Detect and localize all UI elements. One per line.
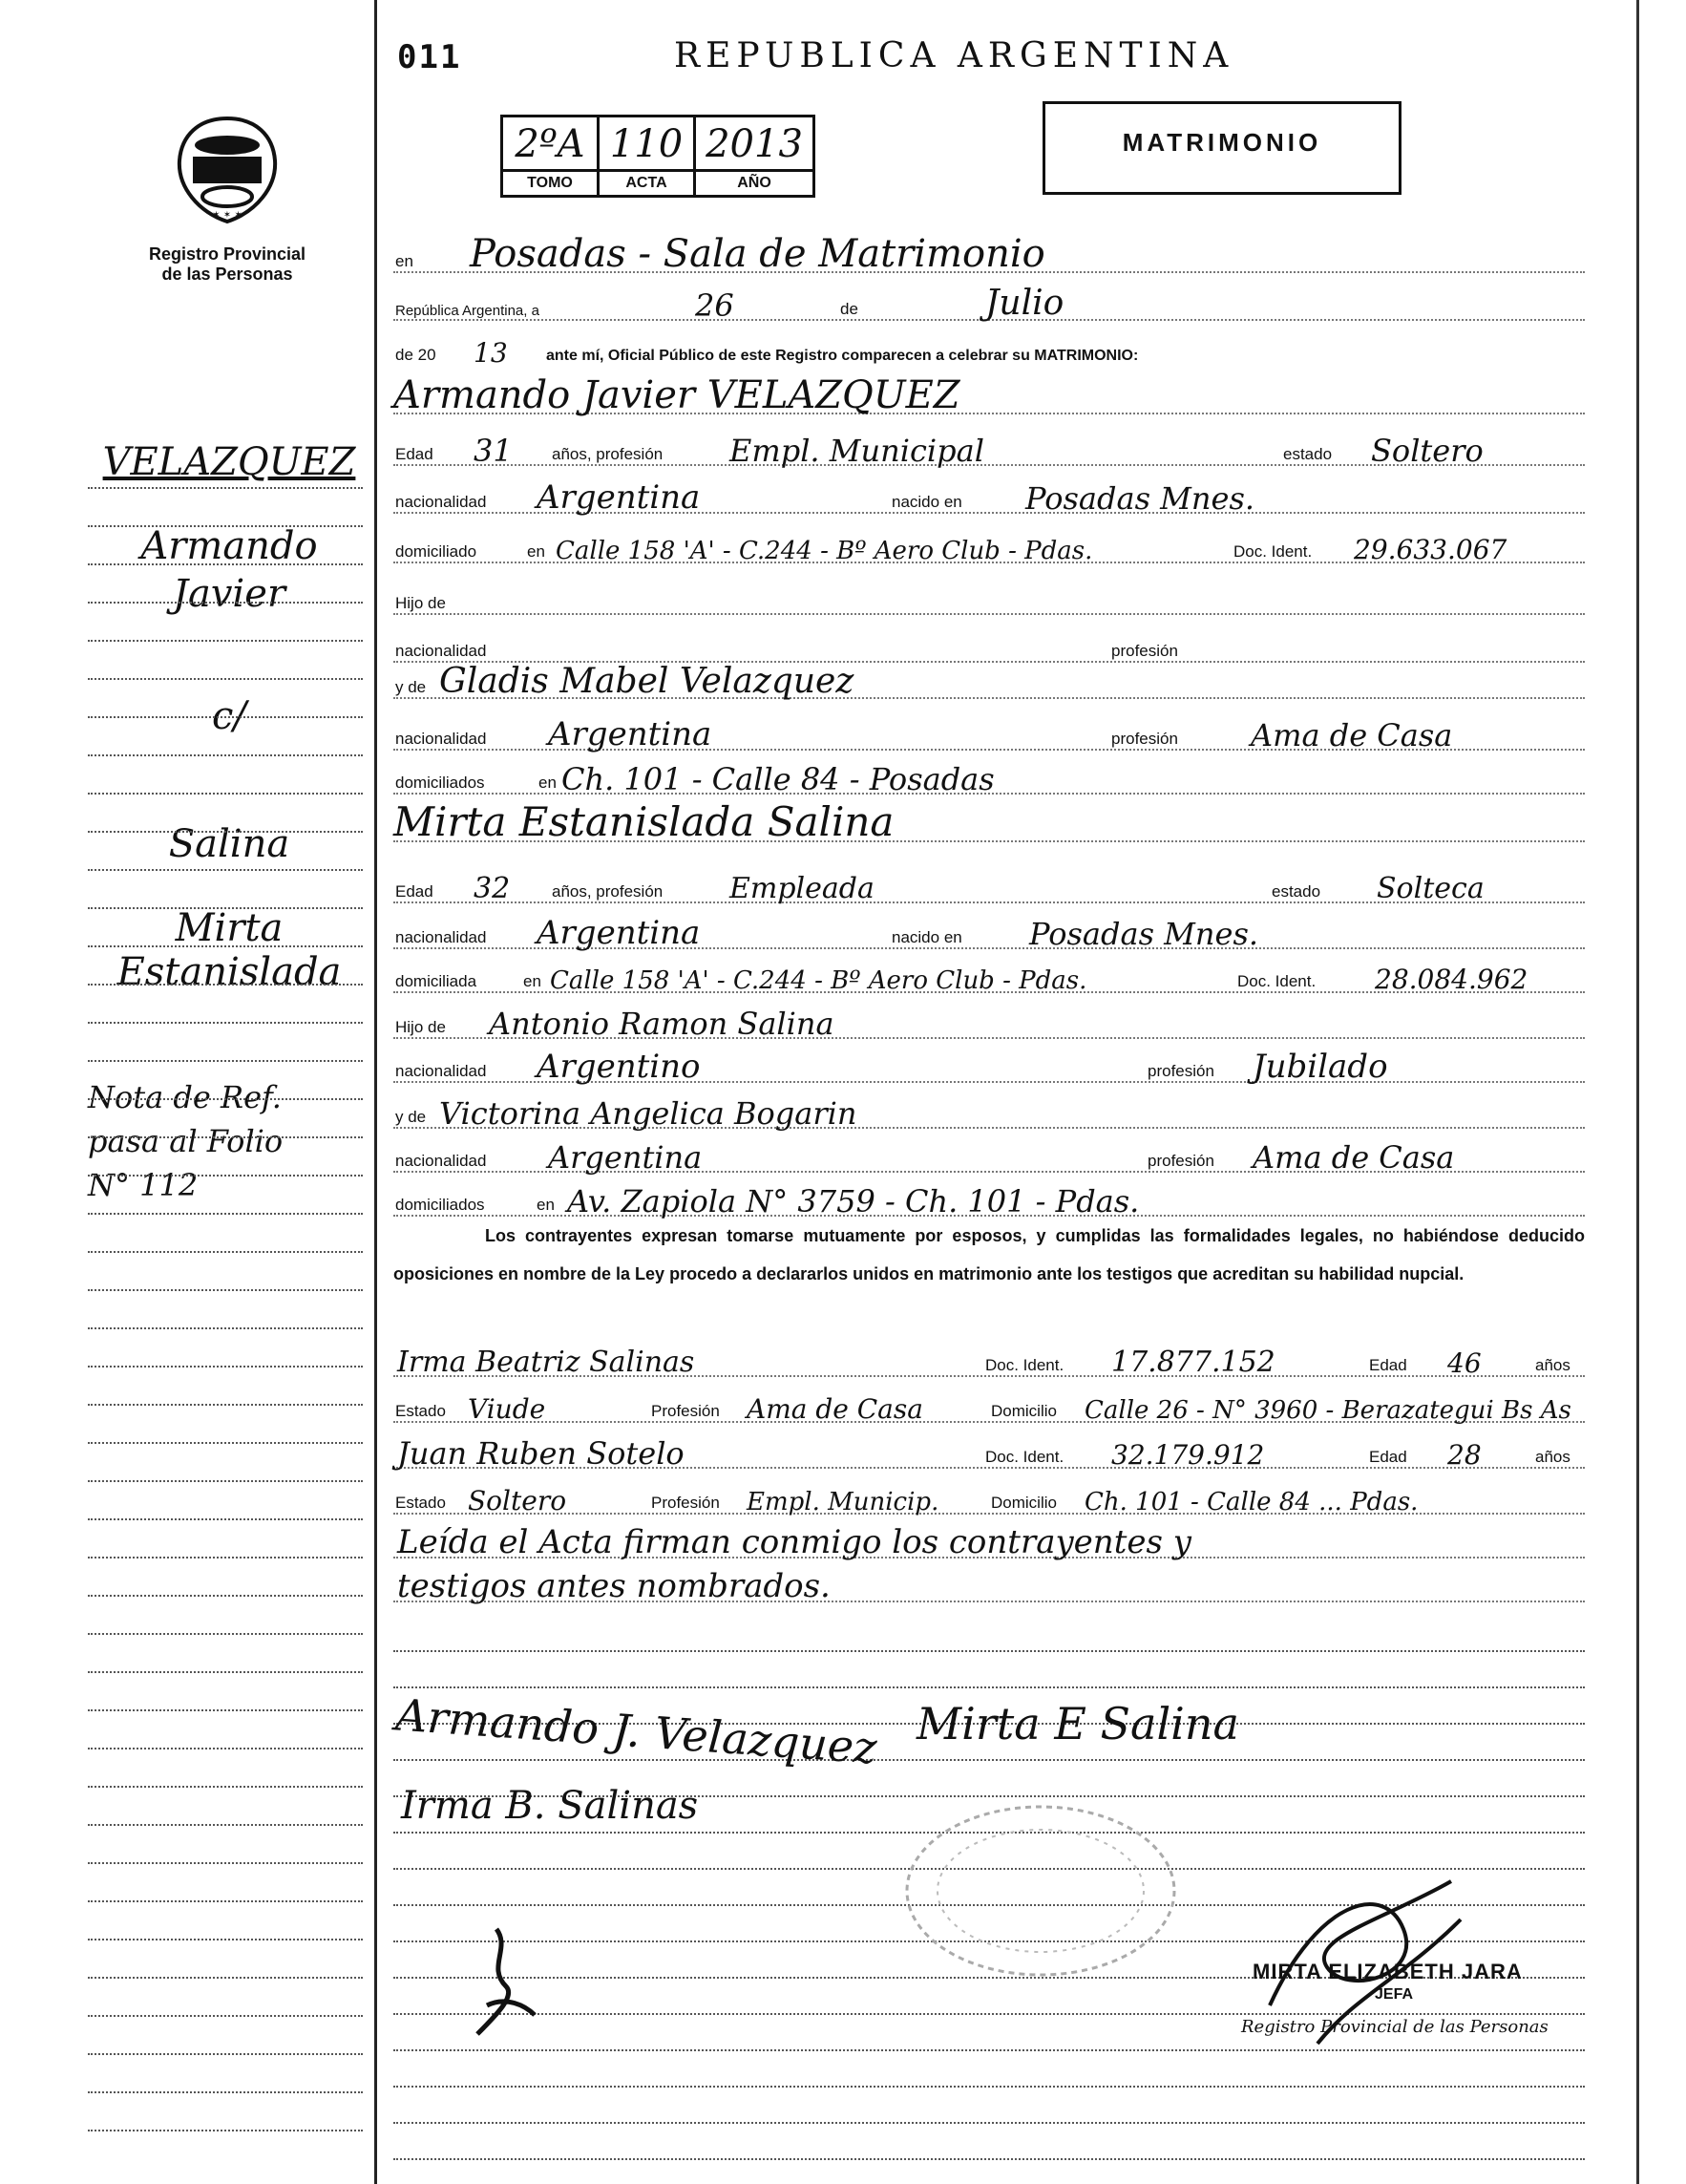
margin-rule — [88, 1939, 363, 1940]
record-reference-box — [500, 115, 815, 198]
body-rule — [393, 1759, 1585, 1761]
margin-rule — [88, 1404, 363, 1406]
margin-rule — [88, 945, 363, 947]
line-bride-father-nationality — [393, 1043, 1585, 1091]
note-text-1: Leída el Acta firman conmigo los contrayentes y — [397, 1523, 1191, 1561]
tomo-value: 2ºA — [503, 117, 597, 172]
acta-label: ACTA — [625, 175, 667, 191]
year-value: 13 — [474, 337, 508, 369]
label-hijo-de: Hijo de — [395, 594, 446, 612]
bride-nationality: Argentina — [537, 914, 701, 952]
line-groom-nationality — [393, 474, 1585, 521]
body-rule — [393, 1686, 1585, 1688]
place-value: Posadas - Sala de Matrimonio — [470, 232, 1045, 276]
bride-name: Mirta Estanislada Salina — [393, 798, 895, 845]
line-bride-nationality — [393, 909, 1585, 957]
witness2-age: 28 — [1447, 1439, 1482, 1471]
witness1-profession: Ama de Casa — [747, 1393, 923, 1425]
witness2-status: Soltero — [468, 1485, 567, 1516]
groom-born-in: Posadas Mnes. — [1025, 480, 1255, 517]
label-profesion-cap: Profesión — [651, 1402, 720, 1420]
line-bride-address — [393, 953, 1585, 1001]
margin-rule — [88, 1098, 363, 1100]
intro-text: ante mí, Oficial Público de este Registro comparecen a celebrar su MATRIMONIO: — [546, 348, 1139, 364]
line-witness2 — [393, 1429, 1585, 1476]
groom-parents-address: Ch. 101 - Calle 84 - Posadas — [561, 761, 995, 797]
label-anios-2: años — [1535, 1448, 1570, 1466]
margin-bride-given2: Estanislada — [116, 950, 342, 994]
witness1-name: Irma Beatriz Salinas — [397, 1346, 695, 1379]
witness2-profession: Empl. Municip. — [747, 1488, 939, 1516]
margin-rule — [88, 831, 363, 833]
label-estado-cap: Estado — [395, 1402, 446, 1420]
body-rule — [393, 2086, 1585, 2088]
line-bride-age — [393, 863, 1585, 911]
groom-doc: 29.633.067 — [1354, 534, 1507, 565]
margin-rule — [88, 678, 363, 680]
label-domiciliados: domiciliados — [395, 774, 485, 792]
margin-note-line1: Nota de Ref. — [88, 1079, 282, 1115]
bride-father-profession: Jubilado — [1253, 1048, 1388, 1086]
label-en-4: en — [523, 972, 541, 990]
groom-name: Armando Javier VELAZQUEZ — [393, 373, 960, 417]
line-note-1 — [393, 1518, 1585, 1566]
margin-rule — [88, 2091, 363, 2093]
margin-rule — [88, 754, 363, 756]
label-edad-2: Edad — [395, 882, 433, 901]
margin-rule — [88, 1213, 363, 1215]
label-estado-cap-2: Estado — [395, 1494, 446, 1512]
label-nacionalidad-6: nacionalidad — [395, 1152, 487, 1170]
label-de: de — [840, 300, 858, 318]
bride-born-in: Posadas Mnes. — [1029, 916, 1259, 952]
line-groom-age — [393, 426, 1585, 474]
label-profesion-cap-2: Profesión — [651, 1494, 720, 1512]
month-value: Julio — [985, 284, 1064, 323]
line-year — [393, 327, 1585, 374]
bride-mother: Victorina Angelica Bogarin — [439, 1095, 857, 1132]
witness1-age: 46 — [1447, 1347, 1482, 1379]
margin-rule — [88, 2130, 363, 2131]
witness1-status: Viude — [468, 1393, 546, 1425]
groom-address: Calle 158 'A' - C.244 - Bº Aero Club - Pdas. — [556, 537, 1093, 565]
label-doc-ident: Doc. Ident. — [1233, 542, 1313, 561]
margin-rule — [88, 1900, 363, 1902]
column-divider — [374, 0, 377, 2184]
bride-status: Solteca — [1377, 872, 1485, 905]
label-nacionalidad-3: nacionalidad — [395, 730, 487, 748]
label-domiciliado: domiciliado — [395, 542, 477, 561]
margin-rule — [88, 793, 363, 795]
label-domiciliada: domiciliada — [395, 972, 477, 990]
margin-groom-surname: VELAZQUEZ — [102, 440, 356, 484]
witness-signature: Irma B. Salinas — [401, 1784, 699, 1828]
line-bride-mother-nationality — [393, 1133, 1585, 1180]
bride-profession: Empleada — [729, 872, 875, 905]
margin-rule — [88, 1595, 363, 1597]
margin-rule — [88, 640, 363, 642]
bride-father: Antonio Ramon Salina — [489, 1006, 834, 1042]
groom-signature: Armando J. Velazquez — [393, 1688, 879, 1774]
margin-rule — [88, 1480, 363, 1482]
registry-name — [115, 244, 340, 285]
page-right-edge — [1636, 0, 1639, 2184]
margin-rule — [88, 525, 363, 527]
margin-rule — [88, 1366, 363, 1368]
svg-text:✶ ✶ ✶: ✶ ✶ ✶ — [212, 210, 242, 221]
anio-label: AÑO — [737, 175, 771, 191]
groom-age: 31 — [474, 433, 513, 469]
line-groom-name — [393, 374, 1585, 422]
line-witness1 — [393, 1337, 1585, 1385]
label-edad: Edad — [395, 445, 433, 463]
groom-mother-nationality: Argentina — [548, 715, 712, 753]
groom-profession: Empl. Municipal — [729, 433, 984, 469]
anio-value: 2013 — [696, 117, 812, 172]
note-text-2: testigos antes nombrados. — [397, 1567, 831, 1605]
provincial-seal-icon — [170, 113, 285, 227]
line-bride-mother — [393, 1089, 1585, 1136]
label-y-de: y de — [395, 678, 427, 696]
margin-groom-given1: Armando — [140, 524, 318, 568]
margin-rule — [88, 869, 363, 871]
label-profesion-3: profesión — [1148, 1062, 1214, 1080]
label-edad-4: Edad — [1369, 1448, 1407, 1466]
margin-bride-surname: Salina — [168, 822, 290, 866]
bride-age: 32 — [474, 872, 511, 905]
record-type-box: MATRIMONIO — [1043, 101, 1401, 195]
margin-bride-given1: Mirta — [175, 906, 284, 950]
folio-number: 011 — [397, 38, 462, 76]
margin-rule — [88, 1060, 363, 1062]
official-name: MIRTA ELIZABETH JARA — [1253, 1960, 1523, 1983]
label-nacionalidad-2: nacionalidad — [395, 642, 487, 660]
witness2-doc: 32.179.912 — [1111, 1439, 1265, 1471]
line-groom-mother-nationality — [393, 710, 1585, 758]
bride-parents-address: Av. Zapiola N° 3759 - Ch. 101 - Pdas. — [567, 1183, 1140, 1219]
witness2-name: Juan Ruben Sotelo — [397, 1435, 685, 1472]
margin-rule — [88, 1786, 363, 1788]
label-domicilio-2: Domicilio — [991, 1494, 1057, 1512]
line-bride-father — [393, 999, 1585, 1047]
label-y-de-2: y de — [395, 1108, 427, 1126]
margin-rule — [88, 1557, 363, 1558]
line-witness1-detail — [393, 1383, 1585, 1431]
label-estado: estado — [1283, 445, 1333, 463]
margin-rule — [88, 563, 363, 565]
bride-doc: 28.084.962 — [1375, 964, 1528, 995]
label-en-2: en — [527, 542, 545, 561]
margin-rule — [88, 1518, 363, 1520]
bride-mother-nationality: Argentina — [548, 1139, 703, 1176]
margin-rule — [88, 984, 363, 986]
official-stamp — [888, 1795, 1193, 1986]
tomo-label: TOMO — [527, 175, 573, 191]
label-estado-2: estado — [1272, 882, 1321, 901]
margin-note-line2: pasa al Folio — [88, 1123, 284, 1159]
day-value: 26 — [695, 287, 734, 324]
label-nacido-en: nacido en — [892, 493, 962, 511]
label-profesion-4: profesión — [1148, 1152, 1214, 1170]
groom-nationality: Argentina — [537, 478, 701, 517]
label-hijo-de-2: Hijo de — [395, 1018, 446, 1036]
margin-rule — [88, 1862, 363, 1864]
witness2-signature-mark — [458, 1919, 544, 2044]
groom-mother: Gladis Mabel Velazquez — [439, 662, 854, 701]
groom-mother-profession: Ama de Casa — [1251, 717, 1453, 753]
margin-rule — [88, 1442, 363, 1444]
bride-signature: Mirta E Salina — [917, 1698, 1239, 1749]
line-groom-address — [393, 523, 1585, 571]
label-en-5: en — [537, 1196, 555, 1214]
margin-rule — [88, 1824, 363, 1826]
label-nacionalidad: nacionalidad — [395, 493, 487, 511]
margin-groom-given2: Javier — [172, 572, 286, 616]
margin-rule — [88, 1022, 363, 1024]
label-doc-ident-4: Doc. Ident. — [985, 1448, 1064, 1466]
tomo-cell — [503, 117, 600, 195]
registry-name-line2: de las Personas — [161, 265, 293, 284]
margin-rule — [88, 2053, 363, 2055]
margin-connector: c/ — [212, 694, 246, 738]
label-anios-profesion-2: años, profesión — [552, 882, 664, 901]
margin-rule — [88, 2015, 363, 2017]
label-domicilio: Domicilio — [991, 1402, 1057, 1420]
label-anios-profesion: años, profesión — [552, 445, 664, 463]
label-profesion: profesión — [1111, 642, 1178, 660]
body-rule — [393, 1650, 1585, 1652]
body-rule — [393, 2158, 1585, 2160]
margin-rule — [88, 1977, 363, 1979]
line-groom-parents-address — [393, 754, 1585, 802]
margin-rule — [88, 1175, 363, 1177]
margin-rule — [88, 1327, 363, 1329]
label-nacido-en-2: nacido en — [892, 928, 962, 946]
label-en-3: en — [538, 774, 557, 792]
label-doc-ident-3: Doc. Ident. — [985, 1356, 1064, 1374]
margin-rule — [88, 907, 363, 909]
bride-address: Calle 158 'A' - C.244 - Bº Aero Club - Pdas. — [550, 966, 1087, 995]
margin-note-line3: N° 112 — [88, 1167, 199, 1203]
line-groom-mother — [393, 659, 1585, 707]
witness1-doc: 17.877.152 — [1111, 1346, 1275, 1379]
body-rule — [393, 2122, 1585, 2124]
line-bride-name — [393, 798, 1585, 850]
margin-rule — [88, 602, 363, 604]
margin-rule — [88, 1289, 363, 1291]
margin-rule — [88, 1671, 363, 1673]
margin-rule — [88, 1251, 363, 1253]
line-witness2-detail — [393, 1474, 1585, 1522]
groom-status: Soltero — [1371, 433, 1484, 469]
margin-rule — [88, 1633, 363, 1635]
official-office: Registro Provincial de las Personas — [1241, 2017, 1549, 2037]
bride-mother-profession: Ama de Casa — [1253, 1139, 1455, 1176]
witness2-address: Ch. 101 - Calle 84 ... Pdas. — [1085, 1488, 1419, 1516]
anio-cell — [696, 117, 812, 195]
label-anios: años — [1535, 1356, 1570, 1374]
line-note-2 — [393, 1562, 1585, 1610]
line-date — [393, 281, 1585, 329]
margin-rule — [88, 1748, 363, 1749]
label-domiciliados-2: domiciliados — [395, 1196, 485, 1214]
label-de20: de 20 — [395, 346, 436, 364]
label-profesion-2: profesión — [1111, 730, 1178, 748]
registry-name-line1: Registro Provincial — [148, 244, 306, 264]
label-doc-ident-2: Doc. Ident. — [1237, 972, 1317, 990]
margin-rule — [88, 716, 363, 718]
closing-paragraph: Los contrayentes expresan tomarse mutuamente por esposos, y cumplidas las formalidades legales, no habiéndose deducido oposiciones en nombre de la Ley procedo a declararlos unidos en matrimonio ante los testigos que acreditan su habilidad nupcial. — [393, 1226, 1585, 1283]
margin-rule — [88, 487, 363, 489]
margin-rule — [88, 1709, 363, 1711]
bride-father-nationality: Argentino — [537, 1048, 701, 1086]
line-groom-father — [393, 575, 1585, 623]
label-nacionalidad-4: nacionalidad — [395, 928, 487, 946]
witness1-address: Calle 26 - N° 3960 - Berazategui Bs As — [1085, 1396, 1571, 1425]
label-nacionalidad-5: nacionalidad — [395, 1062, 487, 1080]
label-en: en — [395, 252, 413, 270]
label-edad-3: Edad — [1369, 1356, 1407, 1374]
acta-cell — [600, 117, 696, 195]
margin-rule — [88, 1136, 363, 1138]
acta-value: 110 — [600, 117, 693, 172]
line-place — [393, 233, 1585, 281]
label-republica: República Argentina, a — [395, 303, 539, 319]
country-title: REPUBLICA ARGENTINA — [674, 36, 1234, 75]
official-role: JEFA — [1375, 1986, 1414, 2003]
